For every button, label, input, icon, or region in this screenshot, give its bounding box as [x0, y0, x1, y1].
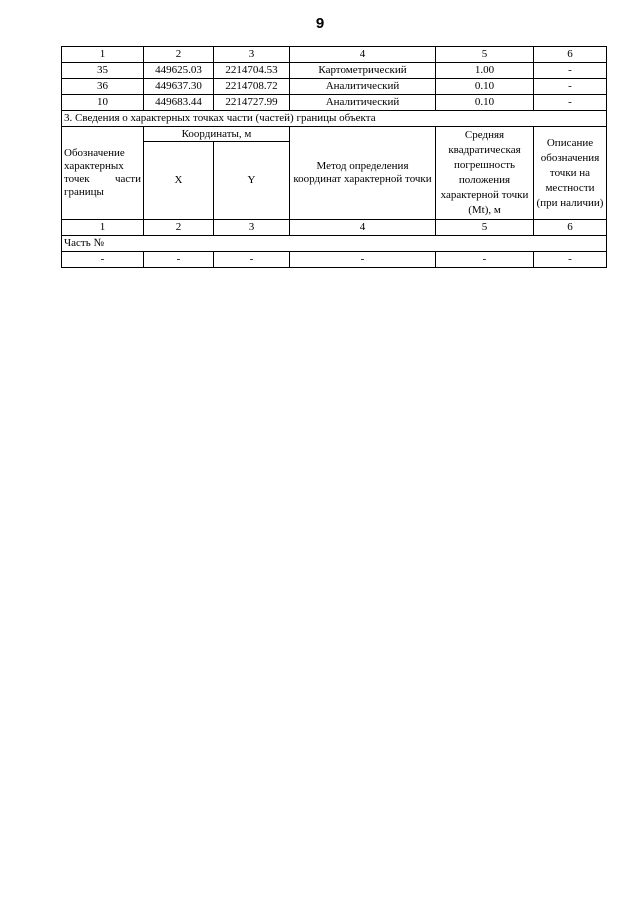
- point-id-cell: 10: [62, 95, 144, 111]
- column-number: 2: [144, 47, 214, 63]
- description-cell: -: [534, 63, 607, 79]
- description-header: Описание обозначения точки на местности (при наличии): [534, 127, 607, 220]
- column-number: 4: [290, 47, 436, 63]
- column-number-row: [62, 47, 607, 63]
- y-coordinate-cell: 2214704.53: [214, 63, 290, 79]
- part-label-row: [62, 236, 607, 252]
- method-header: Метод определения координат характерной точки: [290, 127, 436, 220]
- x-coordinate-cell: 449683.44: [144, 95, 214, 111]
- column-number: 1: [62, 220, 144, 236]
- method-cell: Картометрический: [290, 63, 436, 79]
- method-cell: Аналитический: [290, 95, 436, 111]
- column-number: 3: [214, 47, 290, 63]
- error-cell: 1.00: [436, 63, 534, 79]
- column-number: 5: [436, 220, 534, 236]
- table-row: [62, 79, 607, 95]
- designation-header: Обозначение характерных точек части границы: [62, 127, 144, 220]
- x-coordinate-cell: 449637.30: [144, 79, 214, 95]
- column-number-row: [62, 220, 607, 236]
- point-id-cell: 35: [62, 63, 144, 79]
- part-label: Часть №: [62, 236, 607, 252]
- y-header: Y: [214, 142, 290, 220]
- empty-cell: -: [436, 252, 534, 268]
- table-row: [62, 63, 607, 79]
- x-coordinate-cell: 449625.03: [144, 63, 214, 79]
- x-header: X: [144, 142, 214, 220]
- section-title: 3. Сведения о характерных точках части (частей) границы объекта: [62, 111, 607, 127]
- table-row: [62, 252, 607, 268]
- empty-cell: -: [290, 252, 436, 268]
- coordinates-table: [61, 46, 607, 268]
- y-coordinate-cell: 2214708.72: [214, 79, 290, 95]
- column-number: 6: [534, 47, 607, 63]
- empty-cell: -: [62, 252, 144, 268]
- y-coordinate-cell: 2214727.99: [214, 95, 290, 111]
- column-number: 4: [290, 220, 436, 236]
- error-cell: 0.10: [436, 79, 534, 95]
- method-cell: Аналитический: [290, 79, 436, 95]
- column-number: 1: [62, 47, 144, 63]
- section-title-row: [62, 111, 607, 127]
- empty-cell: -: [534, 252, 607, 268]
- empty-cell: -: [144, 252, 214, 268]
- coordinates-header: Координаты, м: [144, 127, 290, 142]
- column-number: 3: [214, 220, 290, 236]
- column-number: 6: [534, 220, 607, 236]
- description-cell: -: [534, 95, 607, 111]
- empty-cell: -: [214, 252, 290, 268]
- header-row: [62, 127, 607, 142]
- column-number: 5: [436, 47, 534, 63]
- error-cell: 0.10: [436, 95, 534, 111]
- table-row: [62, 95, 607, 111]
- error-header: Средняя квадратическая погрешность положения характерной точки (Mt), м: [436, 127, 534, 220]
- page-number: 9: [315, 15, 325, 32]
- description-cell: -: [534, 79, 607, 95]
- point-id-cell: 36: [62, 79, 144, 95]
- column-number: 2: [144, 220, 214, 236]
